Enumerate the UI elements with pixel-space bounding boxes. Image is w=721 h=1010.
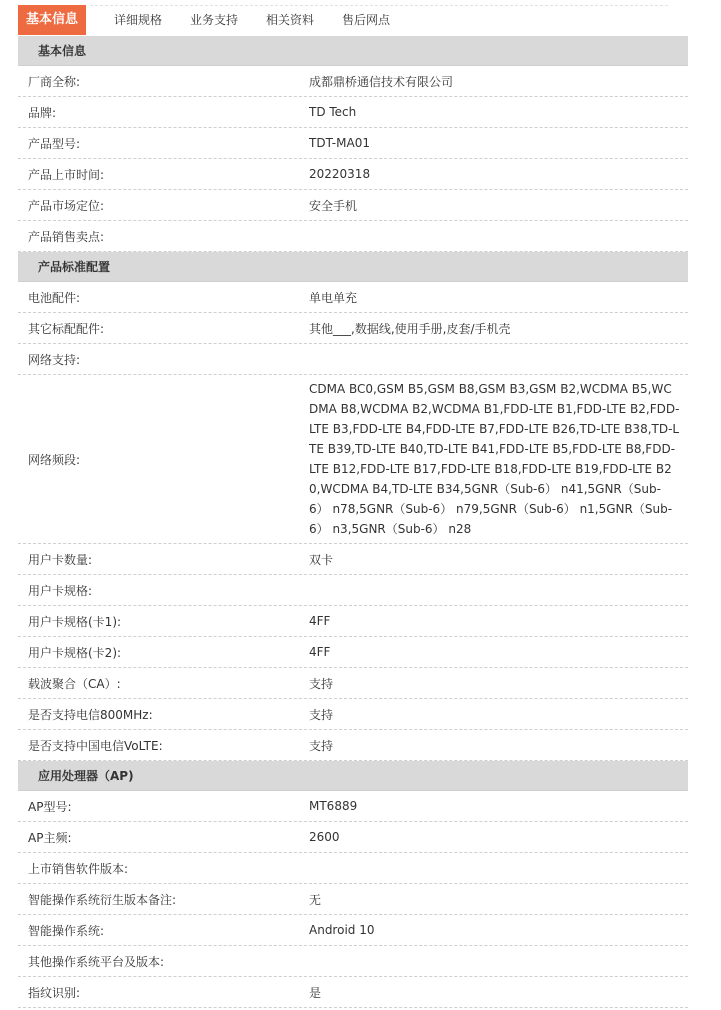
table-row [18,946,688,977]
table-row [18,699,688,730]
row-label: 智能操作系统: [28,923,105,938]
row-label: AP型号: [28,799,72,814]
row-label: 智能操作系统衍生版本备注: [28,892,177,907]
table-row [18,66,688,97]
table-row [18,221,688,252]
row-label: 网络支持: [28,352,81,367]
row-label: 用户卡规格(卡1): [28,614,122,629]
row-value: TD Tech [309,105,357,119]
row-label: 指纹识别: [28,985,81,1000]
row-label: 用户卡数量: [28,552,93,567]
table-row [18,884,688,915]
row-value: 20220318 [309,167,371,181]
row-label: AP主频: [28,830,72,845]
spec-table [18,36,688,1008]
table-row [18,730,688,761]
row-label: 厂商全称: [28,74,81,89]
table-row [18,606,688,637]
table-row [18,668,688,699]
row-value: 支持 [309,738,334,753]
table-row [18,575,688,606]
row-value: 其他___,数据线,使用手册,皮套/手机壳 [309,321,511,336]
table-row [18,282,688,313]
row-label: 用户卡规格: [28,583,93,598]
table-row [18,637,688,668]
row-value: 支持 [309,676,334,691]
row-value: 无 [309,892,322,907]
row-value: 支持 [309,707,334,722]
table-row [18,97,688,128]
row-value: MT6889 [309,799,358,813]
tab-business-support[interactable]: 业务支持 [190,13,239,27]
tab-basic-info[interactable]: 基本信息 [18,5,86,35]
row-label: 产品市场定位: [28,198,105,213]
row-label: 网络频段: [28,452,81,467]
table-row [18,159,688,190]
row-value: TDT-MA01 [309,136,370,150]
row-label: 是否支持电信800MHz: [28,707,153,722]
section-header: 应用处理器（AP) [18,761,688,791]
table-row [18,853,688,884]
section-header: 产品标准配置 [18,252,688,282]
row-label: 用户卡规格(卡2): [28,645,122,660]
table-row [18,344,688,375]
tab-detailed-specs[interactable]: 详细规格 [114,13,163,27]
row-value: 2600 [309,830,340,844]
row-label: 电池配件: [28,290,81,305]
table-row [18,822,688,853]
table-row [18,544,688,575]
row-value: 是 [309,985,322,1000]
table-row [18,128,688,159]
row-label: 产品销售卖点: [28,229,105,244]
row-value: 4FF [309,614,331,628]
row-value: 双卡 [309,552,334,567]
tab-related-docs[interactable]: 相关资料 [266,13,315,27]
table-row [18,791,688,822]
table-row [18,375,688,544]
section-header: 基本信息 [18,36,688,66]
row-label: 载波聚合（CA）: [28,676,121,691]
row-value: 安全手机 [309,198,358,213]
table-row [18,915,688,946]
row-value: 单电单充 [309,290,358,305]
row-label: 品牌: [28,105,57,120]
row-label: 产品型号: [28,136,81,151]
row-label: 其他操作系统平台及版本: [28,954,165,969]
row-value: 成都鼎桥通信技术有限公司 [309,74,454,89]
row-label: 上市销售软件版本: [28,861,129,876]
table-row [18,190,688,221]
row-value: CDMA BC0,GSM B5,GSM B8,GSM B3,GSM B2,WCDMA B5,WCDMA B8,WCDMA B2,WCDMA B1,FDD-LTE B1,FDD-LTE B2,FDD-LTE B3,FDD-LTE B4,FDD-LTE B7,FDD-LTE B26,TD-LTE B38,TD-LTE B39,TD-LTE B40,TD-LTE B41,FDD-LTE B5,FDD-LTE B8,FDD-LTE B12,FDD-LTE B17,FDD-LTE B18,FDD-LTE B19,FDD-LTE B20,WCDMA B4,TD-LTE B34,5GNR（Sub-6） n41,5GNR（Sub-6） n78,5GNR（Sub-6） n79,5GNR（Sub-6） n1,5GNR（Sub-6） n3,5GNR（Sub-6） n28 [309,382,680,536]
row-label: 是否支持中国电信VoLTE: [28,738,163,753]
row-value: 4FF [309,645,331,659]
tab-service-points[interactable]: 售后网点 [342,13,391,27]
row-value: Android 10 [309,923,375,937]
row-label: 其它标配配件: [28,321,105,336]
table-row [18,977,688,1008]
row-label: 产品上市时间: [28,167,105,182]
table-row [18,313,688,344]
tab-bar [18,5,668,35]
